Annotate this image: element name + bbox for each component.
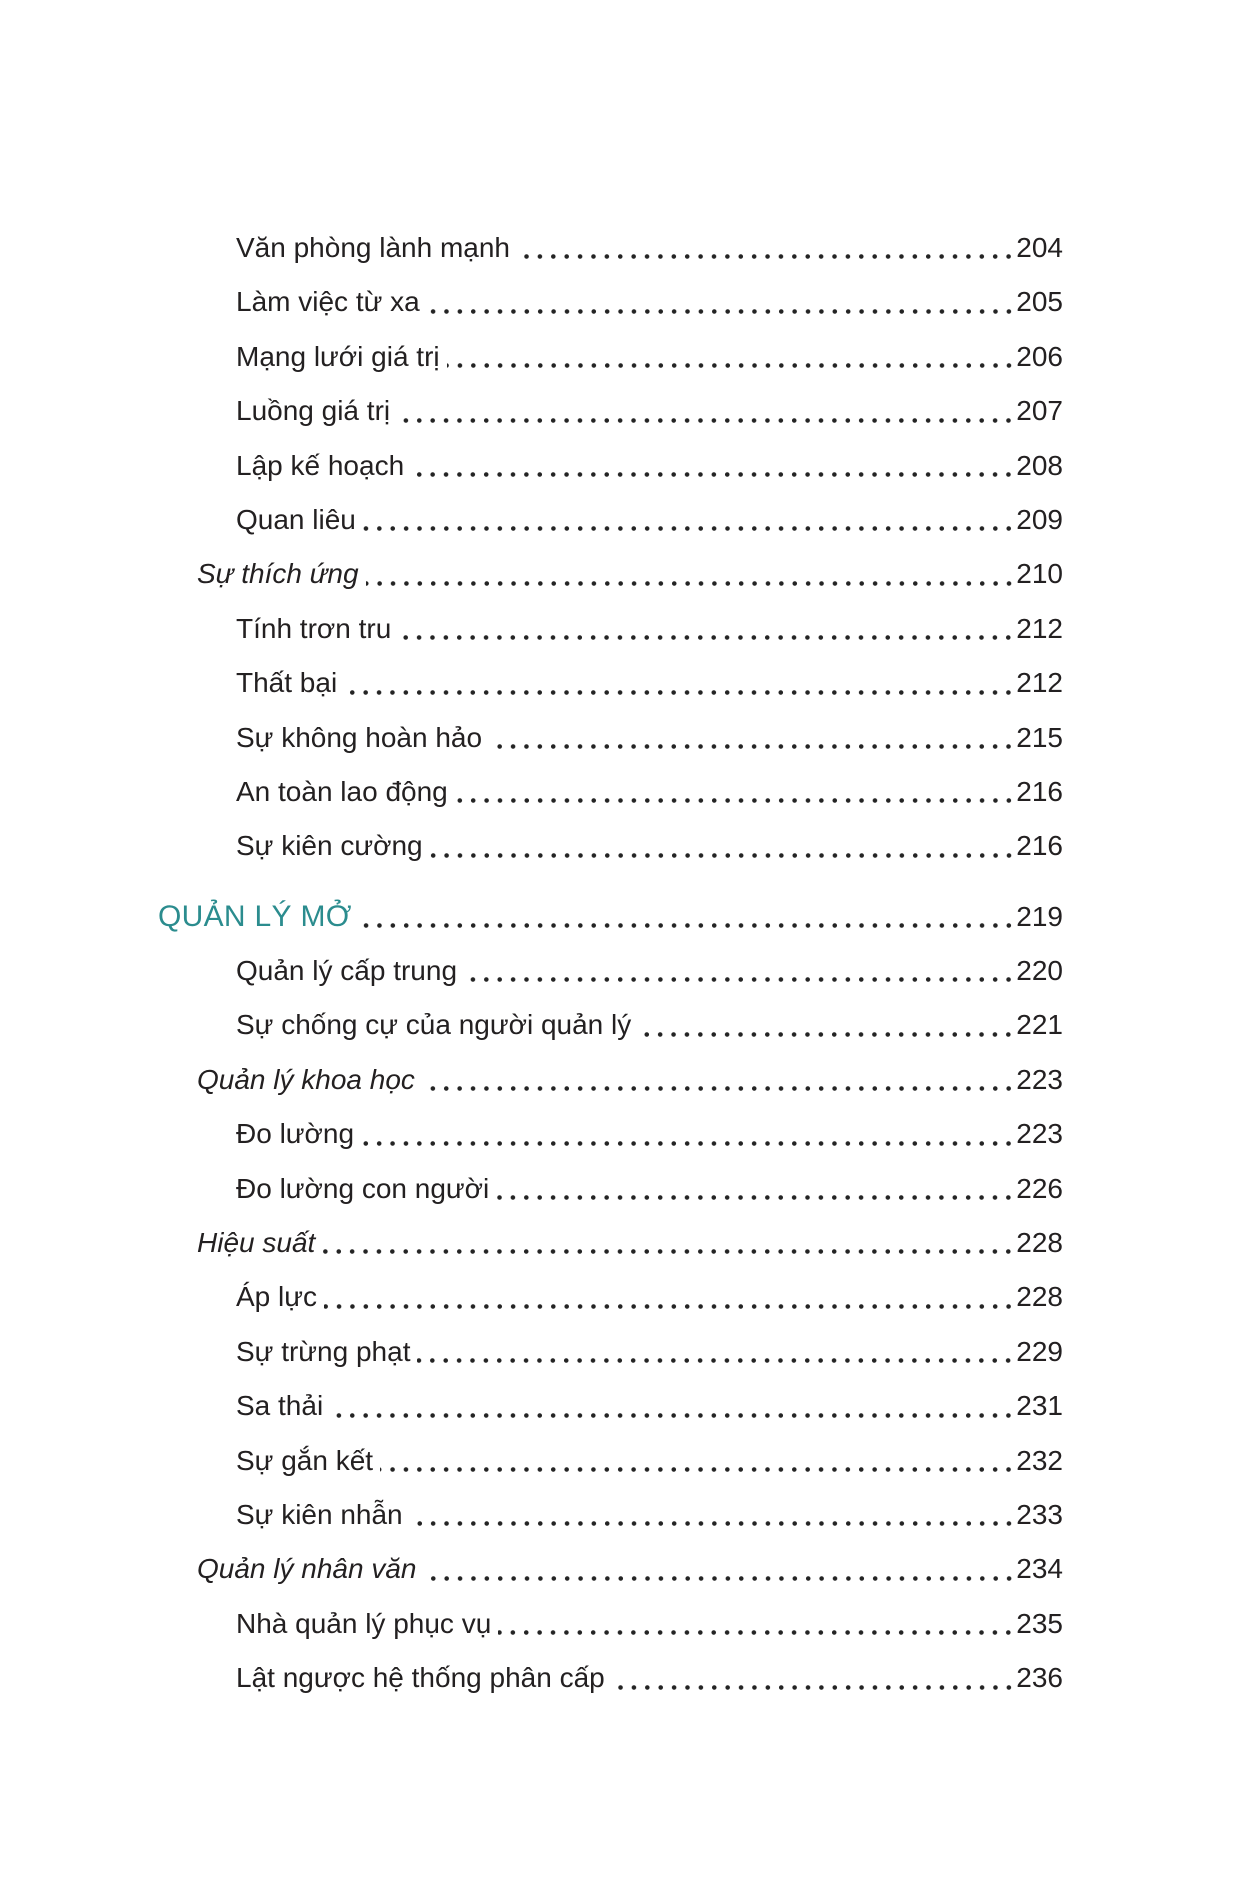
toc-entry (158, 656, 1063, 710)
dot-leader (324, 1270, 1015, 1324)
toc-entry (158, 330, 1063, 384)
toc-entry-label: Tính trơn tru (236, 612, 392, 644)
toc-entry (158, 819, 1063, 873)
toc-entry (158, 998, 1063, 1052)
toc-entry-label: Áp lực (236, 1281, 317, 1313)
toc-entry-label: Sự kiên cường (236, 830, 423, 862)
dot-leader (612, 1651, 1016, 1705)
toc-entry (158, 602, 1063, 656)
dot-leader (417, 1325, 1015, 1379)
toc-entry (158, 711, 1063, 765)
toc-entry (158, 1162, 1063, 1216)
toc-entry-page: 221 (1016, 1009, 1063, 1041)
toc-entry-page: 220 (1016, 955, 1063, 987)
toc-entry (158, 275, 1063, 329)
toc-entry-label: Sự thích ứng (197, 558, 359, 590)
toc-entry-label: Sự kiên nhẫn (236, 1498, 403, 1530)
dot-leader (361, 1107, 1015, 1161)
toc-entry (158, 1379, 1063, 1433)
toc-entry-page: 204 (1016, 232, 1063, 263)
dot-leader (359, 890, 1016, 944)
toc-entry (158, 1107, 1063, 1161)
toc-entry-page: 236 (1016, 1662, 1063, 1694)
toc-entry (158, 1270, 1063, 1324)
toc-entry-label: An toàn lao động (236, 775, 448, 807)
toc-entry-page: 212 (1016, 667, 1063, 699)
toc-entry-page: 234 (1016, 1553, 1063, 1585)
toc-entry-page: 206 (1016, 340, 1063, 372)
toc-entry (158, 1053, 1063, 1107)
toc-entry-label: Thất bại (236, 667, 338, 699)
toc-entry-label: Sự trừng phạt (236, 1335, 411, 1367)
dot-leader (397, 384, 1015, 438)
toc-entry-page: 216 (1016, 830, 1063, 862)
toc-entry (158, 493, 1063, 547)
toc-entry (158, 1216, 1063, 1270)
toc-entry (158, 944, 1063, 998)
toc-entry-label: Luồng giá trị (236, 395, 391, 427)
toc-entry-page: 207 (1016, 395, 1063, 427)
toc-entry-page: 228 (1016, 1227, 1063, 1259)
toc-entry-page: 219 (1016, 900, 1063, 932)
dot-leader (330, 1379, 1015, 1433)
toc-entry-page: 233 (1016, 1498, 1063, 1530)
toc-entry-label: Sự chống cự của người quản lý (236, 1009, 632, 1041)
toc-entry-label: Lật ngược hệ thống phân cấp (236, 1662, 605, 1694)
toc-entry (158, 1434, 1063, 1488)
toc-entry-label: Đo lường (236, 1118, 355, 1150)
toc-entry-label: Sự không hoàn hảo (236, 721, 483, 753)
dot-leader (447, 330, 1016, 384)
dot-leader (496, 1162, 1015, 1216)
toc-entry-page: 209 (1016, 503, 1063, 535)
toc-entry-label: QUẢN LÝ MỞ (158, 899, 352, 933)
toc-entry-label: Đo lường con người (236, 1172, 490, 1204)
toc-entry (158, 384, 1063, 438)
toc-entry (158, 221, 1063, 275)
dot-leader (455, 765, 1016, 819)
toc-entry-page: 232 (1016, 1444, 1063, 1476)
dot-leader (380, 1434, 1015, 1488)
toc-entry-label: Quản lý cấp trung (236, 955, 458, 987)
toc-entry-label: Nhà quản lý phục vụ (236, 1607, 492, 1639)
toc-entry (158, 439, 1063, 493)
dot-leader (464, 944, 1015, 998)
dot-leader (366, 547, 1016, 601)
dot-leader (430, 819, 1016, 873)
toc-entry-page: 212 (1016, 612, 1063, 644)
toc-entry-page: 231 (1016, 1390, 1063, 1422)
dot-leader (322, 1216, 1015, 1270)
toc-entry (158, 1542, 1063, 1596)
toc-entry-label: Làm việc từ xa (236, 286, 420, 318)
toc-entry-label: Quan liêu (236, 503, 356, 535)
toc-entry-label: Lập kế hoạch (236, 449, 405, 481)
dot-leader (411, 439, 1015, 493)
toc-entry-label: Văn phòng lành mạnh (236, 232, 510, 263)
toc-entry-page: 223 (1016, 1063, 1063, 1095)
toc-entry-label: Hiệu suất (197, 1227, 316, 1259)
toc-entry (158, 547, 1063, 601)
dot-leader (398, 602, 1015, 656)
toc-entry-page: 216 (1016, 775, 1063, 807)
toc-entry-page: 223 (1016, 1118, 1063, 1150)
toc-entry-page: 215 (1016, 721, 1063, 753)
toc-entry (158, 1597, 1063, 1651)
toc-entry-page: 205 (1016, 286, 1063, 318)
toc-entry-page: 210 (1016, 558, 1063, 590)
toc-entry-label: Mạng lưới giá trị (236, 340, 440, 372)
dot-leader (422, 1053, 1015, 1107)
toc-entry-page: 208 (1016, 449, 1063, 481)
dot-leader (410, 1488, 1016, 1542)
toc-entry-page: 226 (1016, 1172, 1063, 1204)
dot-leader (363, 493, 1015, 547)
toc-entry-label: Quản lý nhân văn (197, 1553, 417, 1585)
toc-entry (158, 1651, 1063, 1705)
dot-leader (344, 656, 1015, 710)
toc-entry-label: Quản lý khoa học (197, 1063, 415, 1095)
toc-entry-page: 229 (1016, 1335, 1063, 1367)
toc-entry-label: Sự gắn kết (236, 1444, 374, 1476)
dot-leader (489, 711, 1015, 765)
toc-entry-page: 235 (1016, 1607, 1063, 1639)
toc-entry-label: Sa thải (236, 1390, 324, 1422)
toc-entry (158, 765, 1063, 819)
dot-leader (517, 221, 1015, 275)
dot-leader (498, 1597, 1015, 1651)
toc-entry-page: 228 (1016, 1281, 1063, 1313)
dot-leader (427, 275, 1016, 329)
toc-entry (158, 1325, 1063, 1379)
toc-list (158, 0, 1063, 1706)
toc-entry (158, 1488, 1063, 1542)
dot-leader (424, 1542, 1016, 1596)
dot-leader (638, 998, 1015, 1052)
toc-entry (158, 890, 1063, 944)
